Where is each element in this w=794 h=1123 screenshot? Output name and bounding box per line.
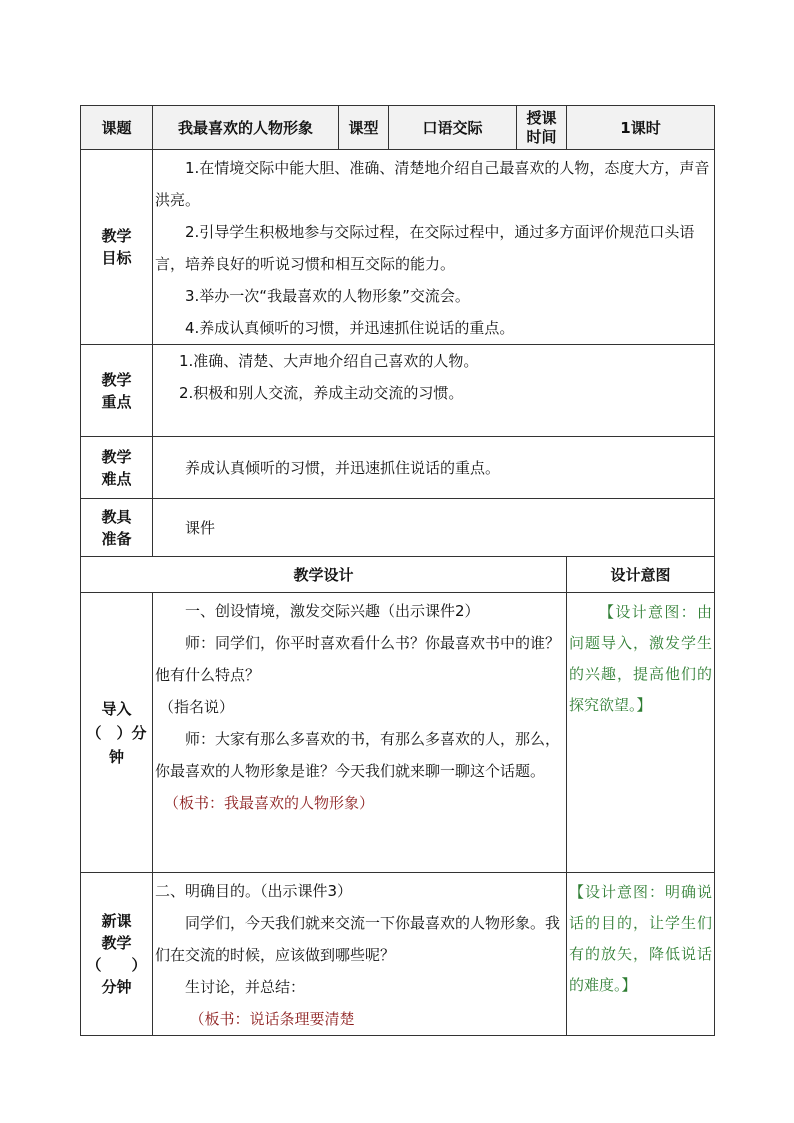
new-lesson-label-line-1: 新课 <box>101 912 132 930</box>
new-lesson-content <box>153 873 567 1036</box>
difficulties-text: 养成认真倾听的习惯，并迅速抓住说话的重点。 <box>185 458 501 477</box>
intro-line: 师：同学们，你平时喜欢看什么书？你最喜欢书中的谁？他有什么特点？ <box>155 634 561 684</box>
intro-intent-text: 【设计意图：由问题导入，激发学生的兴趣，提高他们的探究欲望。】 <box>569 603 712 714</box>
new-lesson-label-line-4: 分钟 <box>101 978 132 996</box>
board-writing: （板书：说话条理要清楚 <box>189 1010 355 1028</box>
goal-item: 4.养成认真倾听的习惯，并迅速抓住说话的重点。 <box>185 319 515 337</box>
topic-value: 我最喜欢的人物形象 <box>153 106 339 150</box>
goal-item: 3.举办一次“我最喜欢的人物形象”交流会。 <box>185 287 470 305</box>
materials-label-line-2: 准备 <box>101 529 132 548</box>
new-lesson-intent-text: 【设计意图：明确说话的目的，让学生们有的放矢，降低说话的难度。】 <box>569 883 712 994</box>
key-points-row <box>81 345 715 437</box>
key-points-label-line-2: 重点 <box>101 392 132 411</box>
intro-intent <box>567 593 715 873</box>
intro-line: 师：大家有那么多喜欢的书，有那么多喜欢的人，那么，你最喜欢的人物形象是谁？今天我们就来聊一聊这个话题。 <box>155 730 561 780</box>
goal-item: 1.在情境交际中能大胆、准确、清楚地介绍自己最喜欢的人物，态度大方，声音洪亮。 <box>155 159 710 209</box>
time-label-line-1: 授课 <box>526 108 557 127</box>
new-lesson-line: 生讨论，并总结： <box>185 978 306 996</box>
new-lesson-intent <box>567 873 715 1036</box>
intro-content <box>153 593 567 873</box>
new-lesson-row <box>81 873 715 1036</box>
goals-content <box>153 150 715 345</box>
materials-content <box>153 499 715 557</box>
intro-line: （指名说） <box>159 698 235 716</box>
time-label-line-2: 时间 <box>526 127 557 146</box>
materials-row <box>81 499 715 557</box>
time-label <box>517 106 567 150</box>
difficulties-content <box>153 437 715 499</box>
intro-label <box>81 593 153 873</box>
time-value: 1课时 <box>567 106 715 150</box>
materials-text: 课件 <box>185 518 216 537</box>
new-lesson-label-line-2: 教学 <box>101 934 132 952</box>
goal-item: 2.引导学生积极地参与交际过程，在交际过程中，通过多方面评价规范口头语言，培养良好的听说习惯和相互交际的能力。 <box>155 223 695 273</box>
new-lesson-line: 同学们，今天我们就来交流一下你最喜欢的人物形象。我们在交流的时候，应该做到哪些呢？ <box>155 914 561 964</box>
difficulties-row <box>81 437 715 499</box>
difficulties-label-line-2: 难点 <box>101 469 132 488</box>
design-header-left: 教学设计 <box>81 557 567 593</box>
difficulties-label-line-1: 教学 <box>101 447 132 466</box>
key-points-label-line-1: 教学 <box>101 370 132 389</box>
goals-row <box>81 150 715 345</box>
new-lesson-line: 二、明确目的。（出示课件3） <box>155 882 353 900</box>
materials-label <box>81 499 153 557</box>
intro-label-line-2: （ ）分 <box>86 723 147 742</box>
goals-label-line-1: 教学 <box>101 227 132 245</box>
new-lesson-label <box>81 873 153 1036</box>
intro-label-line-3: 钟 <box>108 747 124 766</box>
design-header-row <box>81 557 715 593</box>
key-points-content <box>153 345 715 437</box>
header-row <box>81 106 715 150</box>
intro-line: 一、创设情境，激发交际兴趣（出示课件2） <box>185 602 480 620</box>
key-point-item: 2.积极和别人交流，养成主动交流的习惯。 <box>179 384 464 402</box>
key-point-item: 1.准确、清楚、大声地介绍自己喜欢的人物。 <box>179 352 479 370</box>
materials-label-line-1: 教具 <box>101 507 132 526</box>
design-header-right: 设计意图 <box>567 557 715 593</box>
intro-label-line-1: 导入 <box>101 699 132 718</box>
type-value: 口语交际 <box>389 106 517 150</box>
difficulties-label <box>81 437 153 499</box>
topic-label: 课题 <box>81 106 153 150</box>
type-label: 课型 <box>339 106 389 150</box>
goals-label-line-2: 目标 <box>101 249 132 267</box>
lesson-plan-table <box>80 105 715 1036</box>
goals-label <box>81 150 153 345</box>
intro-row <box>81 593 715 873</box>
new-lesson-label-line-3: （ ） <box>86 956 147 974</box>
key-points-label <box>81 345 153 437</box>
board-writing: （板书：我最喜欢的人物形象） <box>164 794 375 812</box>
